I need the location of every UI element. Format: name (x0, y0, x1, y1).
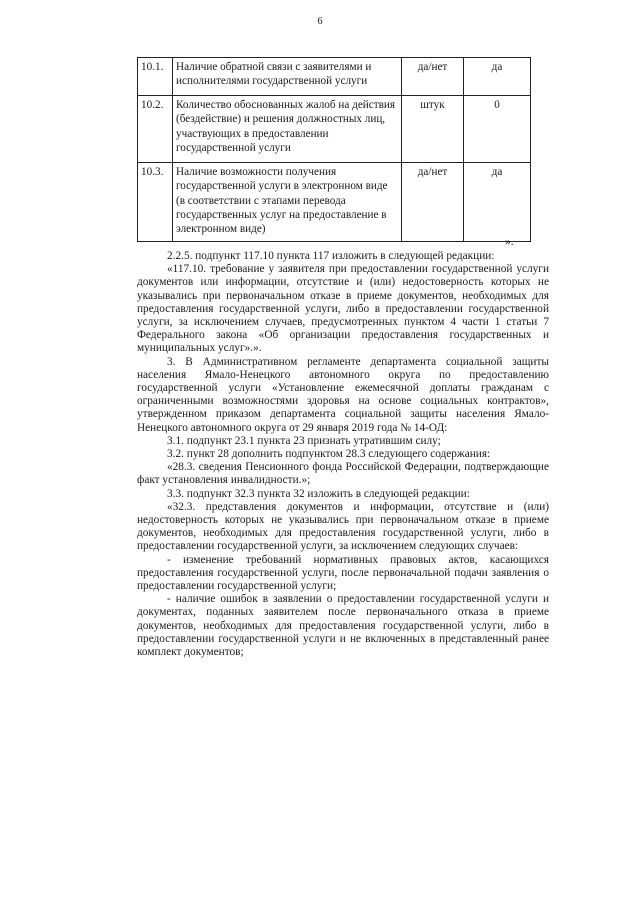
paragraph: 3.1. подпункт 23.1 пункта 23 признать утратившим силу; (167, 434, 441, 447)
closing-quote: ». (505, 236, 514, 248)
paragraph: - изменение требований нормативных правовых актов, касающихся предоставления государственной услуги, после первоначальной подачи заявления о предоставлении государственной услуги; (137, 553, 549, 593)
document-body (137, 250, 549, 659)
paragraph: 3.3. подпункт 32.3 пункта 32 изложить в следующей редакции: (167, 487, 470, 500)
table-row (138, 96, 531, 163)
paragraph: - наличие ошибок в заявлении о предоставлении государственной услуги и документах, поданных заявителем после первоначального отказа в приеме документов, необходимых для предоставления государственной услуги, либо в предоставлении государственной услуги и не включенных в представленный ранее комплект документов; (137, 593, 549, 659)
paragraph: «117.10. требование у заявителя при предоставлении государственной услуги документов или информации, отсутствие и (или) недостоверность которых не указывались при первоначальном отказе в приеме документов, необходимых для предоставления государственной услуги, либо в предоставлении государственной услуги, за исключением случаев, предусмотренных пунктом 4 части 1 статьи 7 Федерального закона «Об организации предоставления государственных и муниципальных услуг».». (137, 263, 549, 355)
paragraph: «28.3. сведения Пенсионного фонда Российской Федерации, подтверждающие факт установления инвалидности.»; (137, 461, 549, 487)
table-row (138, 58, 531, 96)
row-unit: да/нет (402, 58, 464, 96)
paragraph: 3.2. пункт 28 дополнить подпунктом 28.3 следующего содержания: (167, 448, 491, 461)
row-value: да (464, 163, 531, 242)
row-value: 0 (464, 96, 531, 163)
row-value: да (464, 58, 531, 96)
row-number: 10.2. (138, 96, 173, 163)
paragraph: 3. В Административном регламенте департамента социальной защиты населения Ямало-Ненецкого автономного округа по предоставлению государственной услуги «Установление ежемесячной доплаты гражданам с ограниченными возможностями здоровья на основе социальных контрактов», утвержденном приказом департамента социальной защиты населения Ямало-Ненецкого автономного округа от 29 января 2019 года № 14-ОД: (137, 355, 549, 434)
row-number: 10.1. (138, 58, 173, 96)
paragraph: «32.3. представления документов и информации, отсутствие и (или) недостоверность которых не указывались при первоначальном отказе в приеме документов, необходимых для предоставления государственной услуги, либо в предоставлении государственной услуги, за исключением следующих случаев: (137, 500, 549, 553)
row-unit: штук (402, 96, 464, 163)
row-unit: да/нет (402, 163, 464, 242)
row-number: 10.3. (138, 163, 173, 242)
page-number: 6 (317, 16, 323, 27)
row-indicator: Наличие возможности получения государственной услуги в электронном виде (в соответствии с этапами перевода государственных услуг на предоставление в электронном виде) (173, 163, 402, 242)
indicators-table (137, 57, 531, 242)
row-indicator: Количество обоснованных жалоб на действия (бездействие) и решения должностных лиц, участвующих в предоставлении государственной услуги (173, 96, 402, 163)
paragraph: 2.2.5. подпункт 117.10 пункта 117 изложить в следующей редакции: (167, 250, 495, 262)
table-row (138, 163, 531, 242)
row-indicator: Наличие обратной связи с заявителями и исполнителями государственной услуги (173, 58, 402, 96)
